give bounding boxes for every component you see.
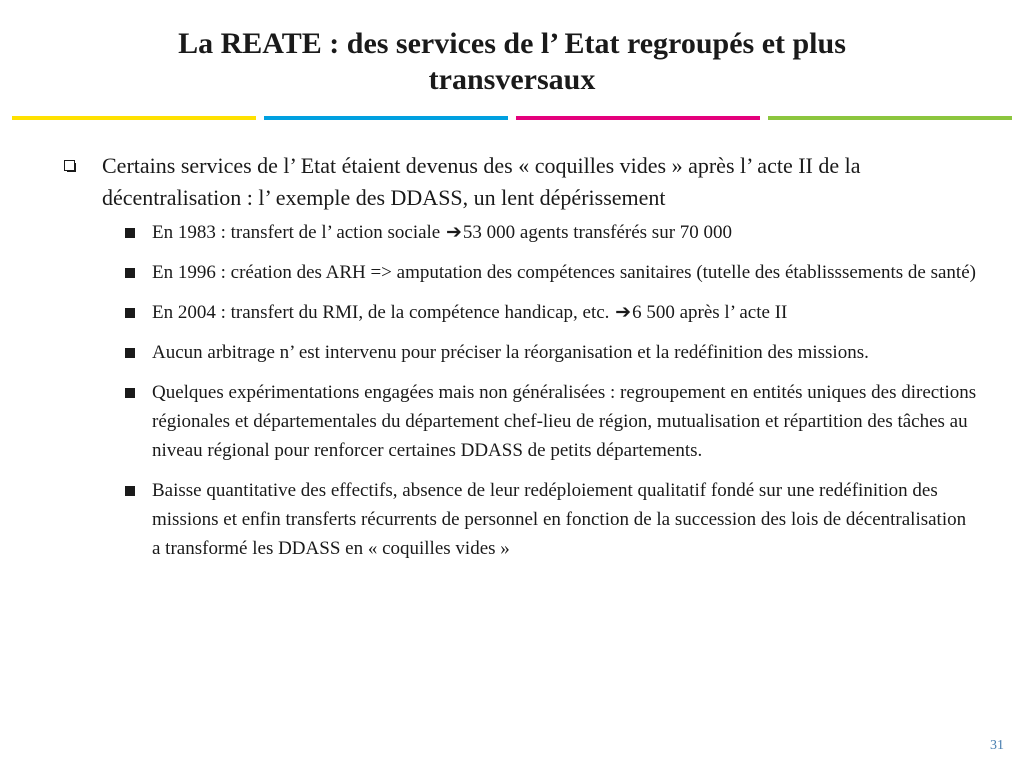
sub-bullet-item [115,378,978,465]
sub-bullet-item [115,218,978,247]
title-underline-bars [12,116,1012,120]
slide-title-line-2: transversaux [428,63,596,96]
sub-bullet-text: Quelques expérimentations engagées mais non généralisées : regroupement en entités uniques des directions régionales et départementales du département chef-lieu de région, mutualisation et répartition des tâches au niveau régional pour renforcer certaines DDASS de petits départements. [152,382,977,461]
sub-bullet-item [115,258,978,287]
square-bullet-icon [125,228,135,238]
square-bullet-icon [125,308,135,318]
sub-bullet-text: Baisse quantitative des effectifs, absence de leur redéploiement qualitatif fondé sur une redéfinition des missions et enfin transferts récurrents de personnel en fonction de la succession des lois de décentralisation a transformé les DDASS en « coquilles vides » [152,480,967,559]
sub-bullet-text: Aucun arbitrage n’ est intervenu pour préciser la réorganisation et la redéfinition des missions. [152,342,869,363]
right-arrow-icon: ➔ [615,301,632,323]
slide-title [0,26,1024,98]
square-bullet-icon [125,388,135,398]
square-bullet-icon [125,348,135,358]
green-accent-bar [768,116,1012,120]
sub-bullet-list [58,218,978,563]
slide-title-line-1: La REATE : des services de l’ Etat regroupés et plus [178,27,846,60]
page-number: 31 [990,738,1004,753]
main-bullet-item [58,150,978,214]
sub-bullet-text-after-arrow: 6 500 après l’ acte II [632,302,788,323]
right-arrow-icon: ➔ [446,221,462,243]
square-bullet-icon [125,486,135,496]
sub-bullet-item [115,476,978,563]
checkbox-square-bullet-icon [64,160,75,171]
sub-bullet-text: En 1983 : transfert de l’ action sociale [152,222,445,243]
magenta-accent-bar [516,116,760,120]
square-bullet-icon [125,268,135,278]
sub-bullet-text: En 1996 : création des ARH => amputation des compétences sanitaires (tutelle des établisssements de santé) [152,262,976,283]
sub-bullet-text-after-arrow: 53 000 agents transférés sur 70 000 [462,222,733,243]
bullet-list [58,150,978,574]
sub-bullet-text: En 2004 : transfert du RMI, de la compétence handicap, etc. [152,302,615,323]
sub-bullet-item [115,298,978,327]
main-bullet-text: Certains services de l’ Etat étaient devenus des « coquilles vides » après l’ acte II de la décentralisation : l’ exemple des DDASS, un lent dépérissement [102,153,861,210]
blue-accent-bar [264,116,508,120]
sub-bullet-item [115,338,978,367]
yellow-accent-bar [12,116,256,120]
